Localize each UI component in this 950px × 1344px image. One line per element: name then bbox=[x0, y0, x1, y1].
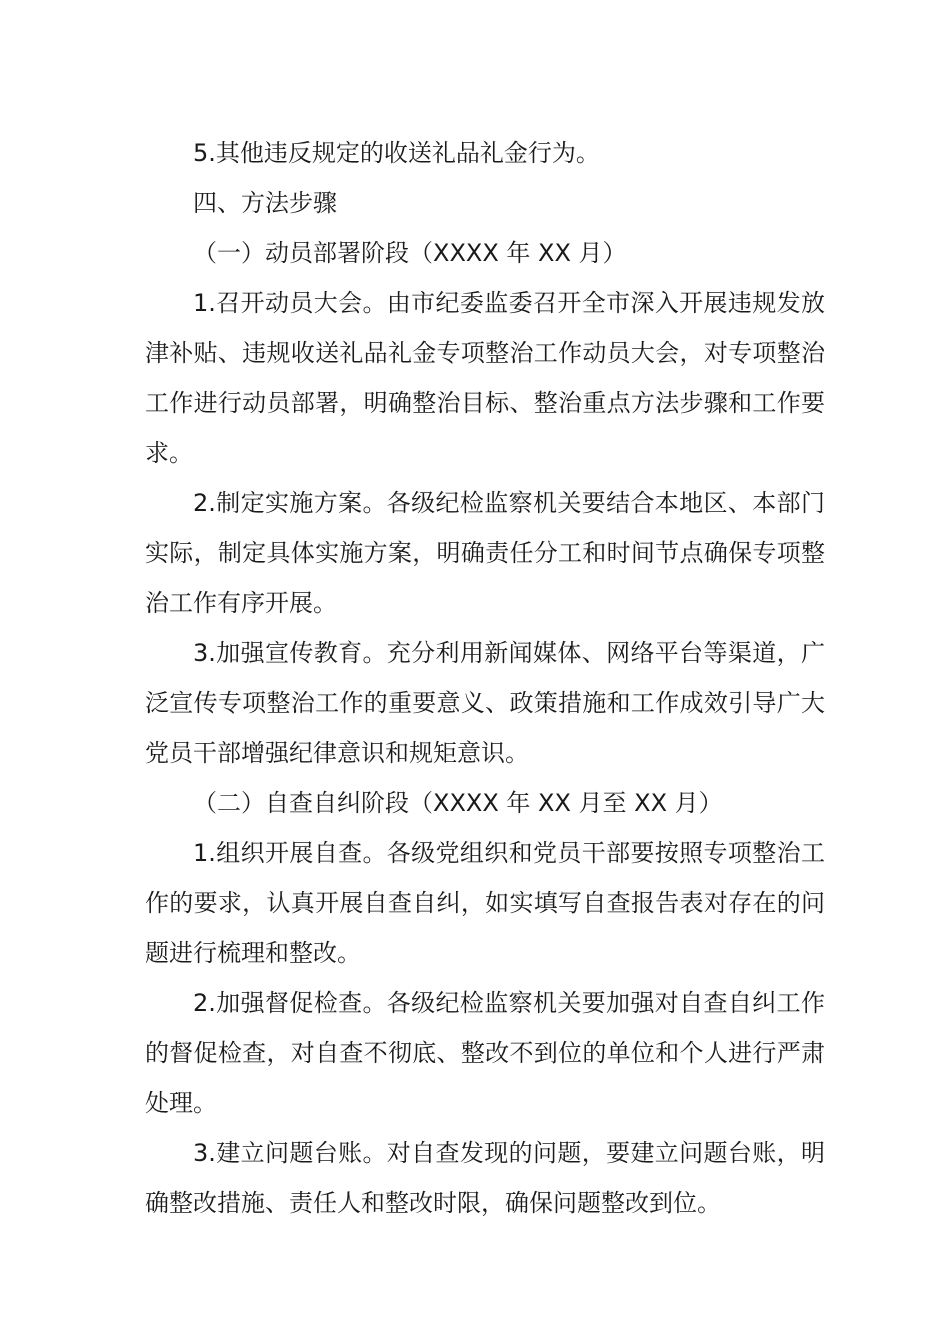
paragraph-issue-ledger: 3.建立问题台账。对自查发现的问题，要建立问题台账，明确整改措施、责任人和整改时限，确保问题整改到位。 bbox=[145, 1139, 825, 1217]
subsection-heading-mobilization: （一）动员部署阶段（XXXX 年 XX 月） bbox=[193, 239, 627, 267]
document-body bbox=[145, 128, 825, 1228]
paragraph-supervision: 2.加强督促检查。各级纪检监察机关要加强对自查自纠工作的督促检查，对自查不彻底、整改不到位的单位和个人进行严肃处理。 bbox=[145, 989, 825, 1117]
paragraph-item-5: 5.其他违反规定的收送礼品礼金行为。 bbox=[193, 139, 600, 167]
paragraph-implementation-plan: 2.制定实施方案。各级纪检监察机关要结合本地区、本部门实际，制定具体实施方案，明确责任分工和时间节点确保专项整治工作有序开展。 bbox=[145, 489, 825, 617]
paragraph-self-check: 1.组织开展自查。各级党组织和党员干部要按照专项整治工作的要求，认真开展自查自纠，如实填写自查报告表对存在的问题进行梳理和整改。 bbox=[145, 839, 825, 967]
subsection-heading-self-check: （二）自查自纠阶段（XXXX 年 XX 月至 XX 月） bbox=[193, 789, 723, 817]
section-heading-methods: 四、方法步骤 bbox=[193, 189, 337, 217]
paragraph-mobilization-meeting: 1.召开动员大会。由市纪委监委召开全市深入开展违规发放津补贴、违规收送礼品礼金专项整治工作动员大会，对专项整治工作进行动员部署，明确整治目标、整治重点方法步骤和工作要求。 bbox=[145, 289, 825, 467]
paragraph-publicity-education: 3.加强宣传教育。充分利用新闻媒体、网络平台等渠道，广泛宣传专项整治工作的重要意义、政策措施和工作成效引导广大党员干部增强纪律意识和规矩意识。 bbox=[145, 639, 825, 767]
